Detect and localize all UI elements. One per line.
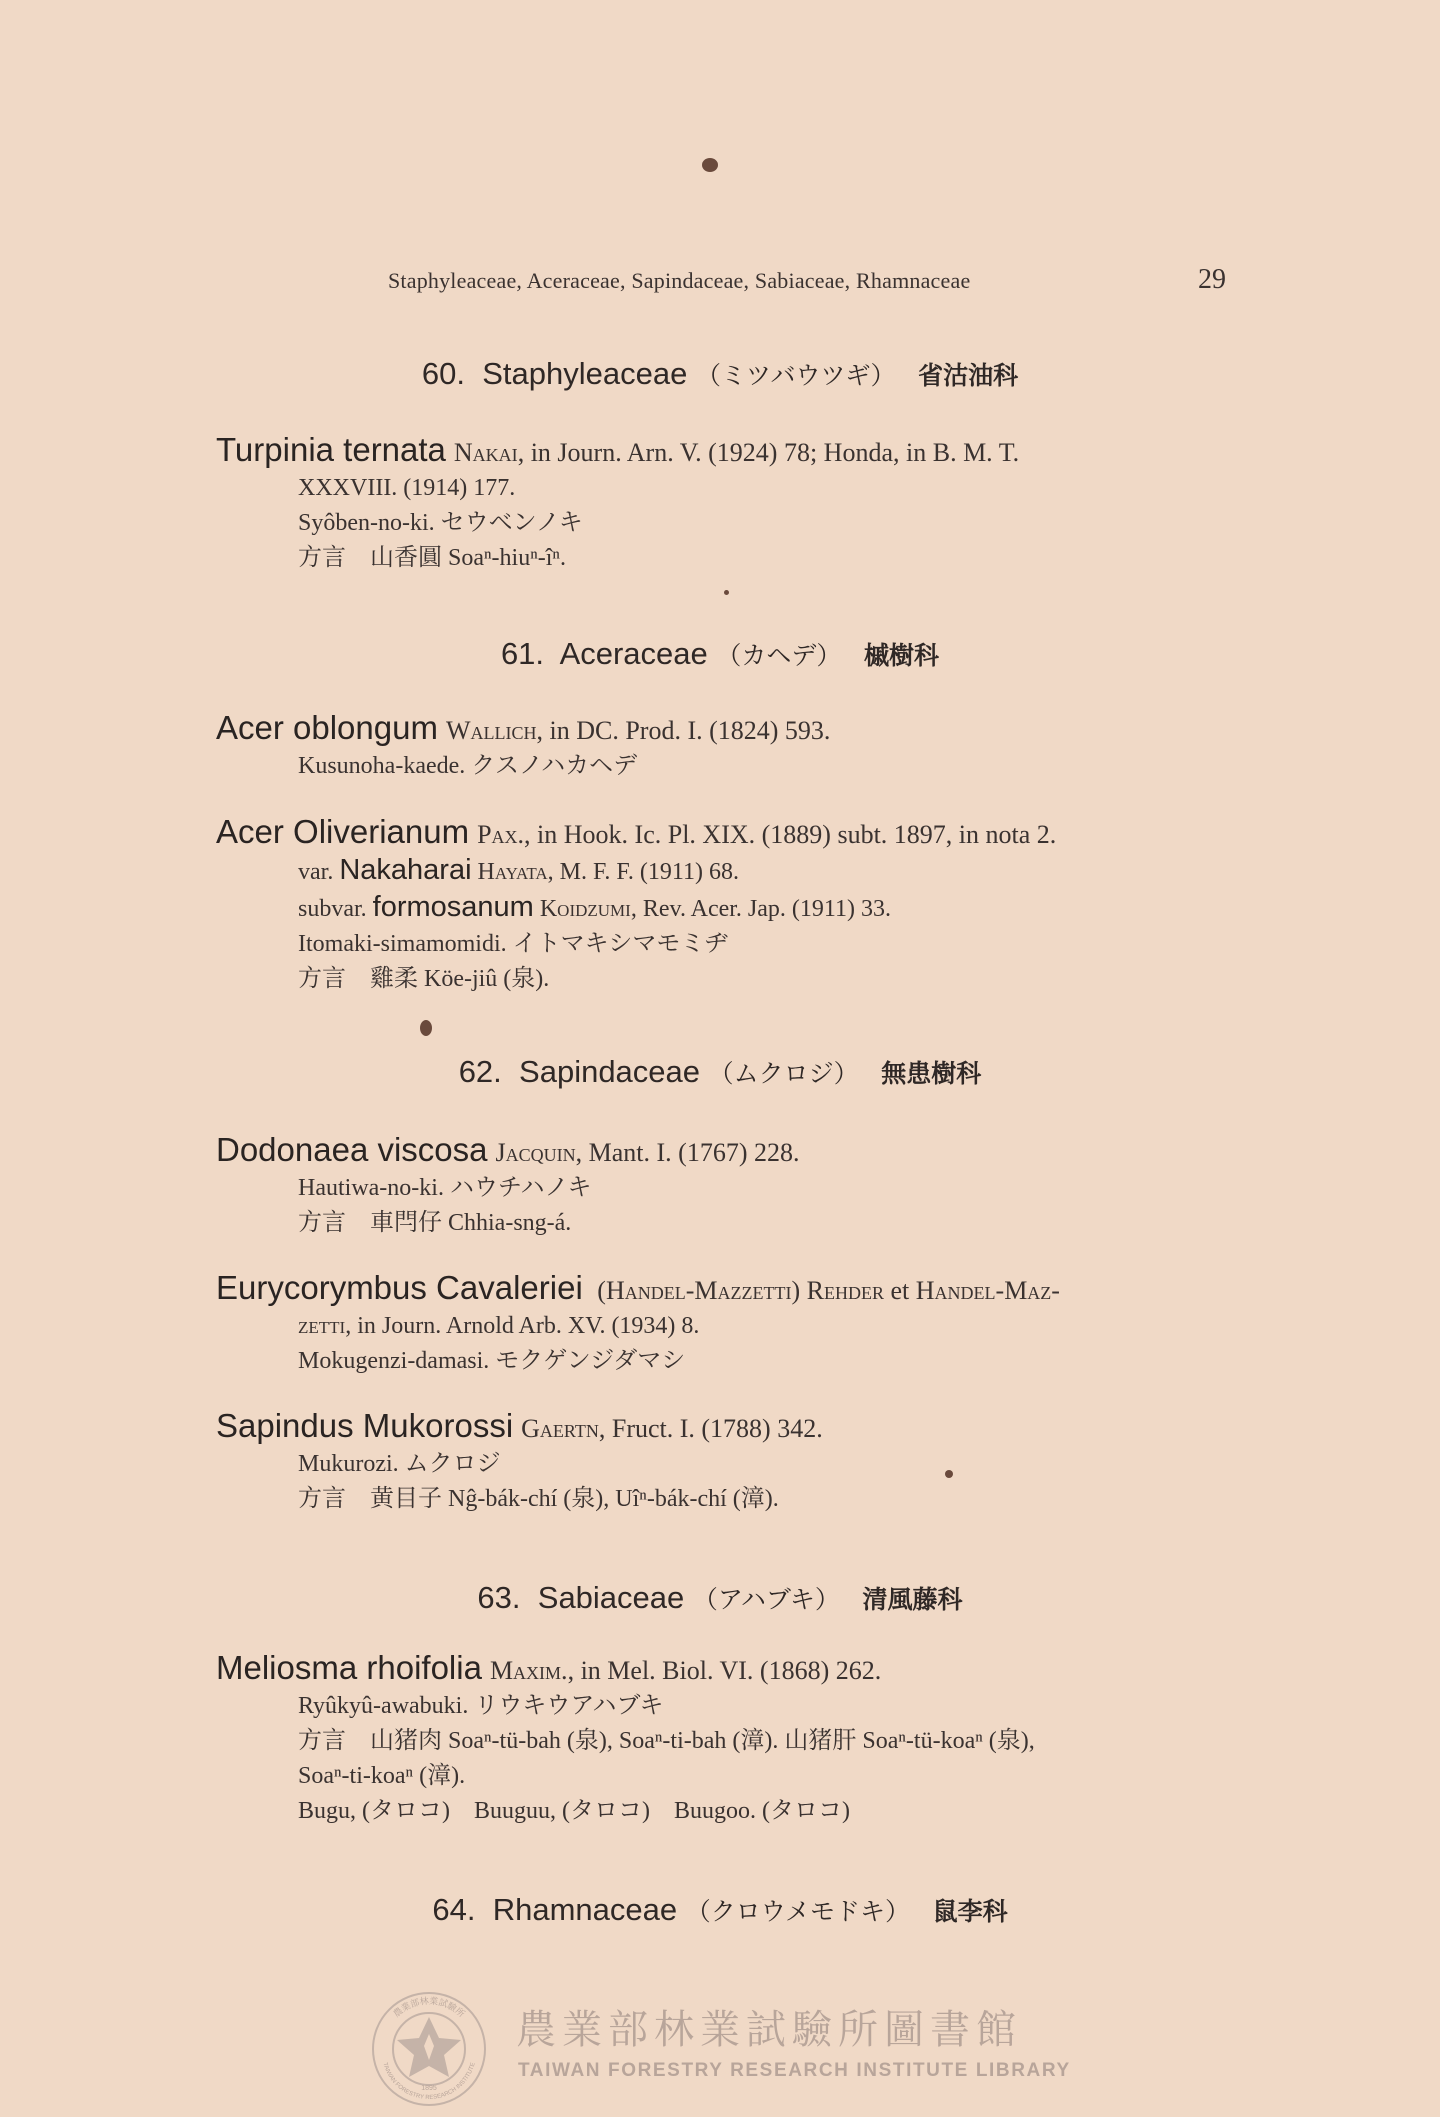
family-heading-sapindaceae: [0, 1054, 1440, 1090]
citation-continuation: XXXVIII. (1914) 177.: [298, 475, 516, 501]
ink-spot: [702, 158, 718, 172]
family-japanese-name: （ミツバウツギ）: [695, 362, 896, 390]
family-heading-staphyleaceae: [0, 356, 1440, 392]
japanese-name: Ryûkyû-awabuki. リウキウアハブキ: [298, 1693, 664, 1719]
author: Rehder: [806, 1276, 884, 1305]
scientific-name: Acer oblongum: [216, 709, 438, 746]
variety-name: Nakaharai: [339, 854, 472, 886]
japanese-name: Mukurozi. ムクロジ: [298, 1451, 501, 1477]
entry-citation: [216, 814, 1246, 853]
subvariety-citation: , Rev. Acer. Jap. (1911) 33.: [630, 896, 892, 922]
entry-acer-oblongum: [216, 710, 1246, 784]
family-number: 64.: [432, 1892, 476, 1927]
family-japanese-name: （アハブキ）: [692, 1586, 840, 1614]
entry-citation: [216, 432, 1246, 471]
seal-top-text: 農業部林業試驗所: [391, 1996, 467, 2020]
conjunction: et: [884, 1276, 916, 1305]
dialect-name: 方言 山香圓 Soaⁿ-hiuⁿ-îⁿ.: [298, 545, 566, 571]
author: Handel-Maz-: [915, 1276, 1060, 1305]
entry-turpinia-ternata: [216, 432, 1246, 576]
running-header: Staphyleaceae, Aceraceae, Sapindaceae, Sabiaceae, Rhamnaceae: [388, 268, 971, 293]
subvariety-line: [216, 890, 1246, 927]
scientific-name: Sapindus Mukorossi: [216, 1407, 514, 1444]
citation-text: , in Journ. Arn. V. (1924) 78; Honda, in B. M. T.: [517, 438, 1020, 467]
family-number: 61.: [500, 636, 545, 671]
variety-line: [216, 853, 1246, 890]
entry-citation: [216, 1408, 1246, 1447]
variety-citation: , M. F. F. (1911) 68.: [547, 859, 739, 885]
family-heading-rhamnaceae: [0, 1892, 1440, 1928]
entry-citation: [216, 1132, 1246, 1171]
family-heading-aceraceae: [0, 636, 1440, 672]
ink-spot: [724, 590, 729, 595]
family-number: 62.: [458, 1054, 502, 1089]
dialect-name-continuation: Soaⁿ-ti-koaⁿ (漳).: [298, 1763, 466, 1789]
japanese-name: Syôben-no-ki. セウベンノキ: [298, 510, 583, 536]
scientific-name: Turpinia ternata: [216, 431, 446, 468]
family-name: Sapindaceae: [519, 1054, 701, 1089]
subvariety-prefix: subvar.: [298, 896, 367, 922]
subvariety-author: Koidzumi: [539, 896, 631, 922]
family-name: Rhamnaceae: [492, 1892, 678, 1927]
library-seal-icon: [370, 1990, 488, 2108]
family-name: Sabiaceae: [537, 1580, 685, 1615]
ink-spot: [420, 1020, 432, 1036]
scientific-name: Acer Oliverianum: [216, 813, 470, 850]
scientific-name: Dodonaea viscosa: [216, 1131, 488, 1168]
author: Pax.: [477, 820, 525, 849]
dialect-name: 方言 山猪肉 Soaⁿ-tü-bah (泉), Soaⁿ-ti-bah (漳). 山猪肝 Soaⁿ-tü-koaⁿ (泉),: [298, 1728, 1035, 1754]
family-japanese-name: （カヘデ）: [716, 642, 842, 670]
seal-bottom-text: TAIWAN FORESTRY RESEARCH INSTITUTE: [381, 2062, 477, 2102]
family-chinese-name: 槭樹科: [864, 642, 940, 670]
citation-text: , in DC. Prod. I. (1824) 593.: [536, 716, 831, 745]
author: zetti: [298, 1313, 346, 1339]
japanese-name: Itomaki-simamomidi. イトマキシマモミヂ: [298, 931, 729, 957]
author: Nakai: [453, 438, 518, 467]
punctuation: ): [791, 1276, 807, 1305]
entry-eurycorymbus-cavaleriei: [216, 1270, 1246, 1379]
library-watermark: [370, 1990, 1090, 2110]
library-name-chinese: 農業部林業試驗所圖書館: [516, 2007, 1022, 2053]
citation-text: , in Hook. Ic. Pl. XIX. (1889) subt. 1897, in nota 2.: [524, 820, 1057, 849]
citation-text: , in Journ. Arnold Arb. XV. (1934) 8.: [345, 1313, 700, 1339]
ink-spot: [945, 1470, 953, 1478]
entry-acer-oliverianum: [216, 814, 1246, 997]
citation-text: , Fruct. I. (1788) 342.: [598, 1414, 823, 1443]
author: Maxim.: [489, 1656, 568, 1685]
family-japanese-name: （クロウメモドキ）: [685, 1898, 910, 1926]
family-chinese-name: 無患樹科: [881, 1060, 982, 1088]
variety-prefix: var.: [298, 859, 334, 885]
dialect-name: 方言 雞柔 Köe-jiû (泉).: [298, 966, 550, 992]
citation-text: , Mant. I. (1767) 228.: [575, 1138, 800, 1167]
family-chinese-name: 鼠李科: [932, 1898, 1008, 1926]
family-chinese-name: 省沽油科: [918, 362, 1019, 390]
page-number: 29: [1198, 264, 1226, 295]
family-name: Staphyleaceae: [482, 356, 688, 391]
family-name: Aceraceae: [559, 636, 708, 671]
entry-dodonaea-viscosa: [216, 1132, 1246, 1241]
japanese-name: Mokugenzi-damasi. モクゲンジダマシ: [298, 1348, 686, 1374]
dialect-name: 方言 黄目子 Nĝ-bák-chí (泉), Uîⁿ-bák-chí (漳).: [298, 1486, 779, 1512]
library-name-english: TAIWAN FORESTRY RESEARCH INSTITUTE LIBRARY: [518, 2060, 1071, 2081]
entry-citation: [216, 1270, 1246, 1309]
scientific-name: Meliosma rhoifolia: [216, 1649, 482, 1686]
family-heading-sabiaceae: [0, 1580, 1440, 1616]
author: Jacquin: [495, 1138, 576, 1167]
entry-citation: [216, 710, 1246, 749]
variety-author: Hayata: [477, 859, 548, 885]
author: Gaertn: [521, 1414, 599, 1443]
author: Handel-Mazzetti: [605, 1276, 792, 1305]
author: Wallich: [445, 716, 537, 745]
family-number: 60.: [421, 356, 465, 391]
dialect-name: 方言 車閂仔 Chhia-sng-á.: [298, 1210, 572, 1236]
entry-sapindus-mukorossi: [216, 1408, 1246, 1517]
japanese-name: Kusunoha-kaede. クスノハカヘデ: [298, 753, 638, 779]
citation-continuation: [216, 1309, 1246, 1344]
subvariety-name: formosanum: [372, 891, 534, 923]
seal-year: 1895: [421, 2085, 437, 2092]
entry-meliosma-rhoifolia: [216, 1650, 1246, 1829]
entry-citation: [216, 1650, 1246, 1689]
tribal-names: Bugu, (タロコ) Buuguu, (タロコ) Buugoo. (タロコ): [298, 1798, 850, 1824]
family-japanese-name: （ムクロジ）: [708, 1060, 859, 1088]
family-chinese-name: 清風藤科: [862, 1586, 963, 1614]
citation-text: , in Mel. Biol. VI. (1868) 262.: [567, 1656, 882, 1685]
family-number: 63.: [477, 1580, 521, 1615]
japanese-name: Hautiwa-no-ki. ハウチハノキ: [298, 1175, 592, 1201]
punctuation: (: [590, 1276, 606, 1305]
scientific-name: Eurycorymbus Cavaleriei: [216, 1269, 583, 1306]
